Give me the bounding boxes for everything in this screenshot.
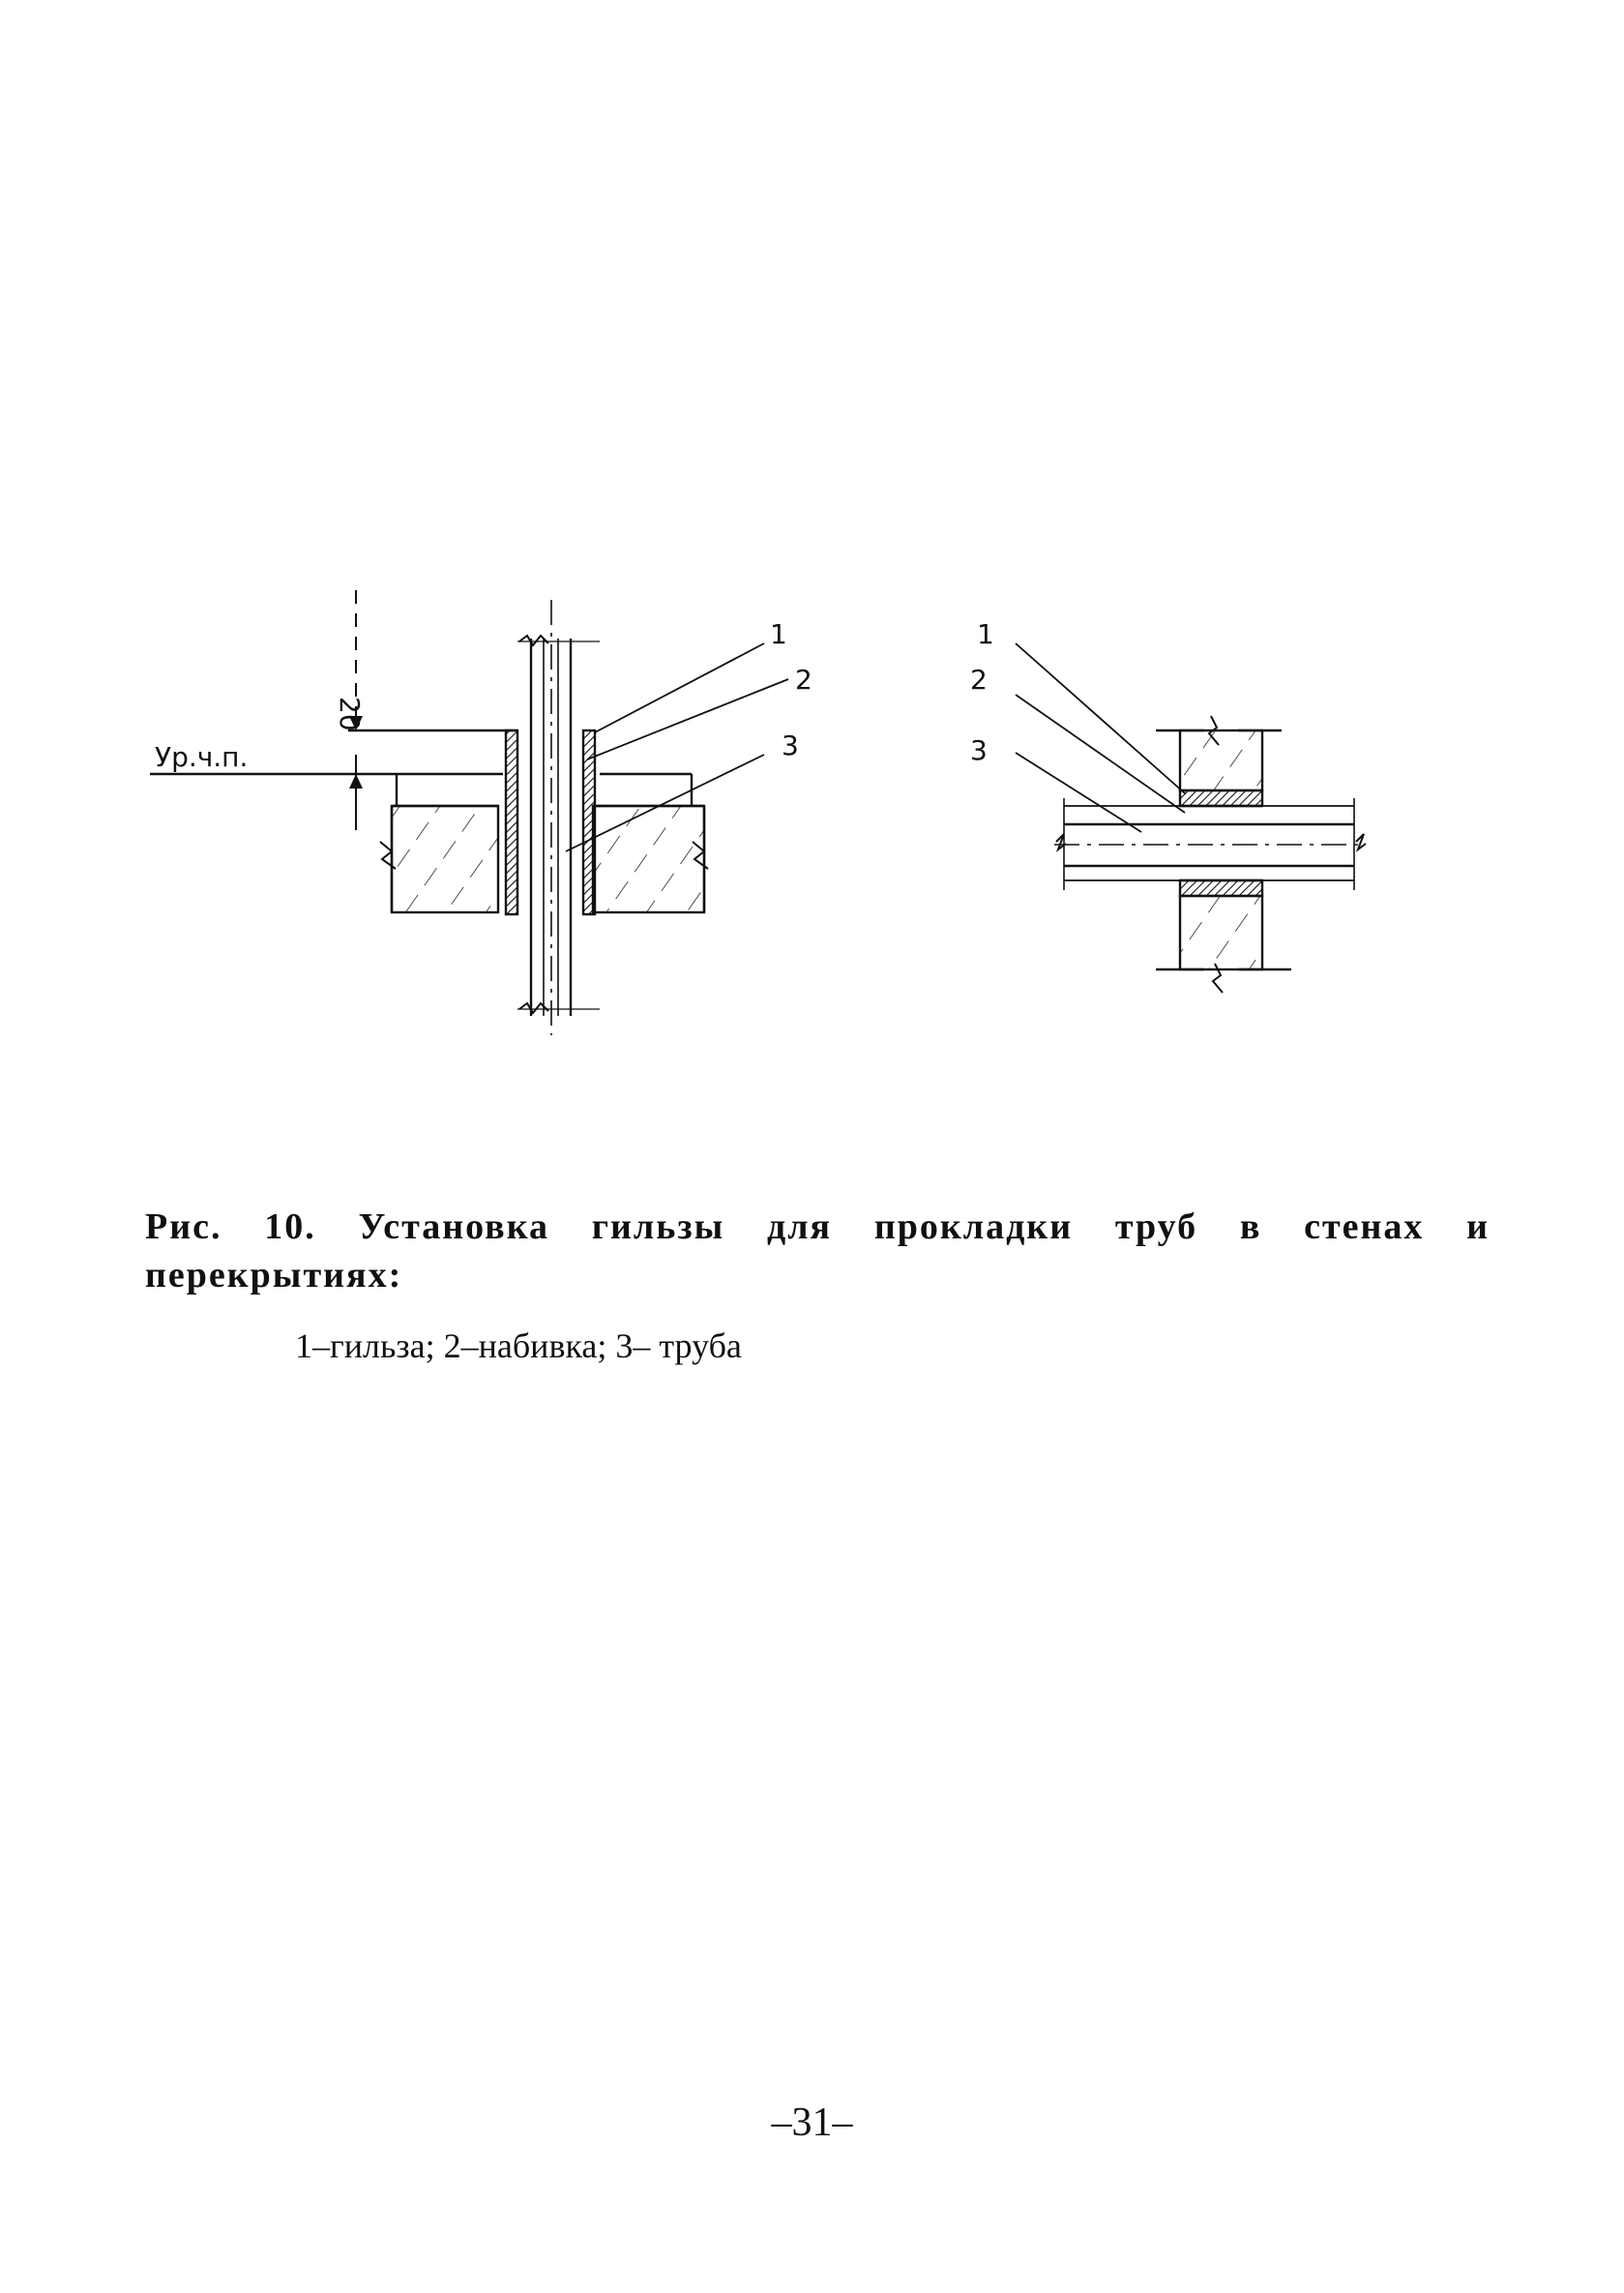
left-callout-2: 2	[795, 664, 812, 696]
right-callout-2: 2	[970, 664, 988, 696]
packing-upper	[1180, 790, 1262, 806]
page-number: –31–	[771, 2100, 853, 2145]
figure-caption-continued: перекрытиях:	[145, 1255, 403, 1295]
dimension-label: 20	[334, 697, 366, 731]
floor-level-label: Ур.ч.п.	[155, 741, 249, 773]
wall-lower-block	[1180, 896, 1262, 969]
right-callout-1: 1	[977, 618, 994, 650]
floor-slab-right	[593, 806, 704, 912]
sleeve-left-wall	[506, 730, 517, 914]
wall-upper-block	[1180, 730, 1262, 790]
wall-sleeve-drawing	[1016, 643, 1366, 993]
left-callout-1: 1	[770, 618, 787, 650]
right-callout-3: 3	[970, 734, 988, 766]
figure-legend: 1–гильза; 2–набивка; 3– труба	[295, 1326, 742, 1365]
floor-slab-left	[392, 806, 498, 912]
floor-sleeve-drawing	[150, 590, 788, 1035]
figure-caption: Рис. 10. Установка гильзы для прокладки труб в стенах и	[145, 1206, 1490, 1247]
packing-lower	[1180, 880, 1262, 896]
left-callout-3: 3	[782, 730, 799, 761]
installation-figure	[0, 0, 1624, 1064]
